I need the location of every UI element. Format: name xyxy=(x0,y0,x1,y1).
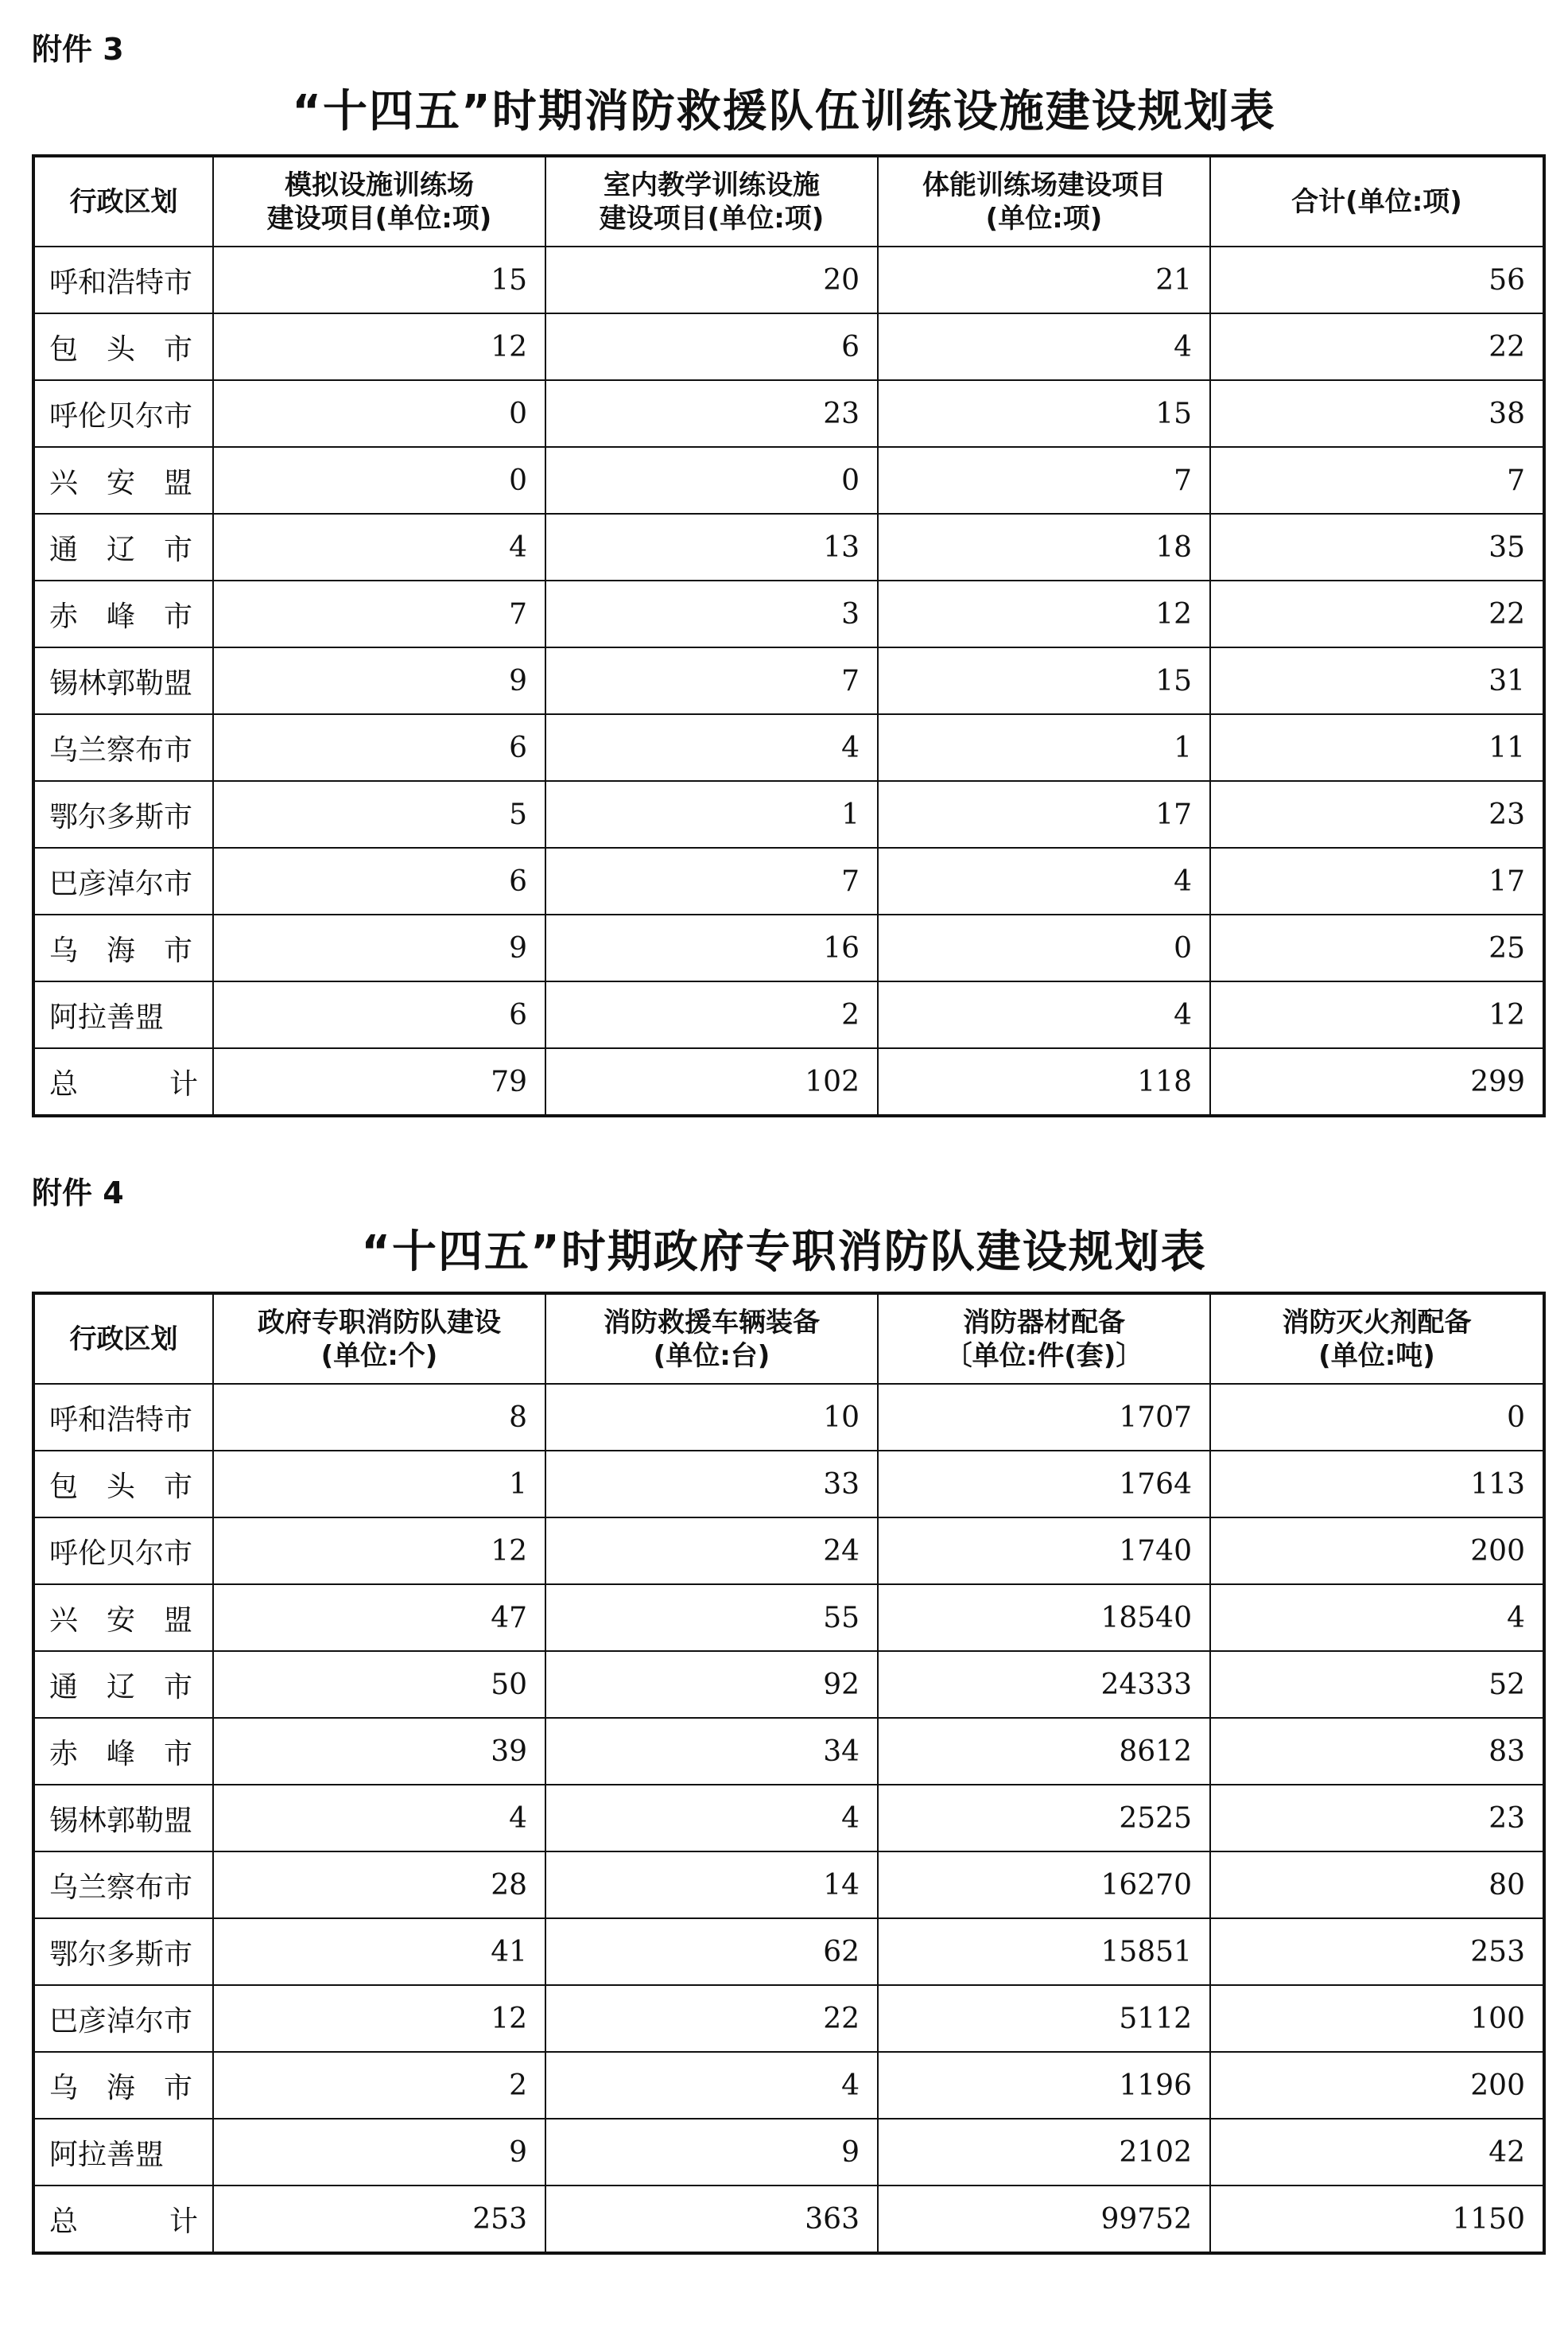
table-row xyxy=(33,514,1544,581)
value-cell: 8 xyxy=(213,1384,545,1451)
value-cell: 17 xyxy=(1210,848,1544,915)
value-cell: 83 xyxy=(1210,1718,1544,1785)
value-cell: 38 xyxy=(1210,380,1544,447)
header-line: 政府专职消防队建设 xyxy=(258,1306,501,1339)
value-cell: 4 xyxy=(878,848,1210,915)
header-line: 体能训练场建设项目 xyxy=(922,169,1166,201)
value-cell: 9 xyxy=(213,915,545,981)
annex-4-title: “十四五”时期政府专职消防队建设规划表 xyxy=(361,1226,1207,1278)
value-cell: 7 xyxy=(545,647,878,714)
value-cell: 0 xyxy=(878,915,1210,981)
region-cell: 阿拉善盟 xyxy=(33,2119,213,2186)
table-row xyxy=(33,1651,1544,1718)
value-cell: 8612 xyxy=(878,1718,1210,1785)
region-cell: 呼和浩特市 xyxy=(33,1384,213,1451)
value-cell: 15851 xyxy=(878,1918,1210,1985)
annex-4-body xyxy=(33,1384,1544,2253)
table-row xyxy=(33,1785,1544,1851)
value-cell: 21 xyxy=(878,247,1210,313)
header-professional-fire-brigades xyxy=(213,1293,545,1384)
value-cell: 1740 xyxy=(878,1517,1210,1584)
value-cell: 33 xyxy=(545,1451,878,1517)
value-cell: 23 xyxy=(545,380,878,447)
value-cell: 79 xyxy=(213,1048,545,1116)
table-row xyxy=(33,447,1544,514)
value-cell: 200 xyxy=(1210,1517,1544,1584)
value-cell: 12 xyxy=(213,1985,545,2052)
annex-4-label: 附件 4 xyxy=(32,1175,124,1210)
table-row xyxy=(33,380,1544,447)
annex-4-table xyxy=(32,1292,1546,2255)
value-cell: 3 xyxy=(545,581,878,647)
region-cell: 鄂尔多斯市 xyxy=(33,781,213,848)
value-cell: 56 xyxy=(1210,247,1544,313)
value-cell: 5 xyxy=(213,781,545,848)
region-cell: 乌 海 市 xyxy=(33,915,213,981)
value-cell: 1 xyxy=(213,1451,545,1517)
value-cell: 22 xyxy=(545,1985,878,2052)
value-cell: 113 xyxy=(1210,1451,1544,1517)
value-cell: 6 xyxy=(213,714,545,781)
table-row xyxy=(33,781,1544,848)
region-cell: 呼伦贝尔市 xyxy=(33,380,213,447)
value-cell: 16 xyxy=(545,915,878,981)
value-cell: 25 xyxy=(1210,915,1544,981)
region-cell: 乌兰察布市 xyxy=(33,714,213,781)
value-cell: 4 xyxy=(545,1785,878,1851)
annex-3-title: “十四五”时期消防救援队伍训练设施建设规划表 xyxy=(292,86,1276,138)
region-cell: 巴彦淖尔市 xyxy=(33,1985,213,2052)
header-line: (单位:个) xyxy=(320,1339,438,1372)
header-line: 消防灭火剂配备 xyxy=(1282,1306,1472,1339)
value-cell: 18540 xyxy=(878,1584,1210,1651)
value-cell: 99752 xyxy=(878,2186,1210,2253)
value-cell: 24 xyxy=(545,1517,878,1584)
value-cell: 9 xyxy=(213,2119,545,2186)
table-row xyxy=(33,848,1544,915)
value-cell: 4 xyxy=(213,1785,545,1851)
value-cell: 12 xyxy=(213,1517,545,1584)
table-row xyxy=(33,1985,1544,2052)
table-row xyxy=(33,2052,1544,2119)
value-cell: 6 xyxy=(213,981,545,1048)
value-cell: 1196 xyxy=(878,2052,1210,2119)
value-cell: 2102 xyxy=(878,2119,1210,2186)
header-line: 建设项目(单位:项) xyxy=(266,202,492,235)
table-row xyxy=(33,714,1544,781)
value-cell: 9 xyxy=(545,2119,878,2186)
header-line: 〔单位:件(套)〕 xyxy=(945,1339,1143,1372)
value-cell: 47 xyxy=(213,1584,545,1651)
table-row xyxy=(33,1584,1544,1651)
value-cell: 22 xyxy=(1210,581,1544,647)
value-cell: 15 xyxy=(878,380,1210,447)
table-row xyxy=(33,1718,1544,1785)
value-cell: 35 xyxy=(1210,514,1544,581)
value-cell: 34 xyxy=(545,1718,878,1785)
annex-3-body xyxy=(33,247,1544,1116)
value-cell: 28 xyxy=(213,1851,545,1918)
value-cell: 13 xyxy=(545,514,878,581)
region-cell: 乌兰察布市 xyxy=(33,1851,213,1918)
value-cell: 12 xyxy=(878,581,1210,647)
value-cell: 12 xyxy=(1210,981,1544,1048)
annex-3-table xyxy=(32,154,1546,1117)
value-cell: 0 xyxy=(213,447,545,514)
header-line: (单位:项) xyxy=(985,202,1103,235)
value-cell: 2525 xyxy=(878,1785,1210,1851)
header-simulation-facility xyxy=(213,156,545,247)
annex-3-label: 附件 3 xyxy=(32,32,124,67)
value-cell: 1764 xyxy=(878,1451,1210,1517)
header-fitness-training-ground xyxy=(878,156,1210,247)
header-line: 模拟设施训练场 xyxy=(285,169,474,201)
header-rescue-vehicles xyxy=(545,1293,878,1384)
header-line: 合计(单位:项) xyxy=(1291,185,1462,218)
value-cell: 4 xyxy=(878,313,1210,380)
table-row xyxy=(33,1918,1544,1985)
value-cell: 100 xyxy=(1210,1985,1544,2052)
value-cell: 2 xyxy=(545,981,878,1048)
table-row xyxy=(33,647,1544,714)
value-cell: 7 xyxy=(213,581,545,647)
header-extinguishing-agent xyxy=(1210,1293,1544,1384)
value-cell: 20 xyxy=(545,247,878,313)
region-cell: 通 辽 市 xyxy=(33,514,213,581)
value-cell: 299 xyxy=(1210,1048,1544,1116)
header-region xyxy=(33,156,213,247)
value-cell: 1 xyxy=(545,781,878,848)
value-cell: 31 xyxy=(1210,647,1544,714)
header-indoor-teaching-facility xyxy=(545,156,878,247)
value-cell: 7 xyxy=(545,848,878,915)
region-cell: 赤 峰 市 xyxy=(33,1718,213,1785)
value-cell: 2 xyxy=(213,2052,545,2119)
header-line: 行政区划 xyxy=(69,1323,178,1355)
header-line: 建设项目(单位:项) xyxy=(599,202,825,235)
header-total-items xyxy=(1210,156,1544,247)
value-cell: 0 xyxy=(545,447,878,514)
region-cell: 赤 峰 市 xyxy=(33,581,213,647)
value-cell: 23 xyxy=(1210,1785,1544,1851)
region-cell: 兴 安 盟 xyxy=(33,447,213,514)
annex-4-header-row xyxy=(33,1293,1544,1384)
value-cell: 1 xyxy=(878,714,1210,781)
value-cell: 253 xyxy=(213,2186,545,2253)
value-cell: 118 xyxy=(878,1048,1210,1116)
value-cell: 18 xyxy=(878,514,1210,581)
table-row xyxy=(33,581,1544,647)
value-cell: 4 xyxy=(1210,1584,1544,1651)
region-cell: 总 计 xyxy=(33,2186,213,2253)
region-cell: 通 辽 市 xyxy=(33,1651,213,1718)
value-cell: 4 xyxy=(878,981,1210,1048)
value-cell: 12 xyxy=(213,313,545,380)
value-cell: 253 xyxy=(1210,1918,1544,1985)
table-row xyxy=(33,981,1544,1048)
region-cell: 兴 安 盟 xyxy=(33,1584,213,1651)
value-cell: 23 xyxy=(1210,781,1544,848)
value-cell: 5112 xyxy=(878,1985,1210,2052)
header-line: (单位:吨) xyxy=(1318,1339,1435,1372)
table-total-row xyxy=(33,1048,1544,1116)
value-cell: 11 xyxy=(1210,714,1544,781)
region-cell: 巴彦淖尔市 xyxy=(33,848,213,915)
value-cell: 17 xyxy=(878,781,1210,848)
table-row xyxy=(33,1451,1544,1517)
value-cell: 6 xyxy=(545,313,878,380)
value-cell: 4 xyxy=(213,514,545,581)
region-cell: 总 计 xyxy=(33,1048,213,1116)
value-cell: 10 xyxy=(545,1384,878,1451)
value-cell: 363 xyxy=(545,2186,878,2253)
value-cell: 39 xyxy=(213,1718,545,1785)
header-line: 室内教学训练设施 xyxy=(604,169,820,201)
value-cell: 42 xyxy=(1210,2119,1544,2186)
header-line: 消防救援车辆装备 xyxy=(604,1306,820,1339)
header-line: 行政区划 xyxy=(69,185,178,218)
value-cell: 9 xyxy=(213,647,545,714)
table-row xyxy=(33,915,1544,981)
value-cell: 7 xyxy=(1210,447,1544,514)
value-cell: 4 xyxy=(545,714,878,781)
value-cell: 50 xyxy=(213,1651,545,1718)
region-cell: 阿拉善盟 xyxy=(33,981,213,1048)
region-cell: 乌 海 市 xyxy=(33,2052,213,2119)
table-row xyxy=(33,1851,1544,1918)
value-cell: 24333 xyxy=(878,1651,1210,1718)
value-cell: 200 xyxy=(1210,2052,1544,2119)
value-cell: 0 xyxy=(1210,1384,1544,1451)
value-cell: 14 xyxy=(545,1851,878,1918)
region-cell: 呼和浩特市 xyxy=(33,247,213,313)
value-cell: 15 xyxy=(213,247,545,313)
region-cell: 包 头 市 xyxy=(33,313,213,380)
value-cell: 4 xyxy=(545,2052,878,2119)
value-cell: 0 xyxy=(213,380,545,447)
table-row xyxy=(33,1384,1544,1451)
header-fire-equipment xyxy=(878,1293,1210,1384)
header-region xyxy=(33,1293,213,1384)
value-cell: 22 xyxy=(1210,313,1544,380)
table-row xyxy=(33,247,1544,313)
header-line: 消防器材配备 xyxy=(963,1306,1125,1339)
value-cell: 80 xyxy=(1210,1851,1544,1918)
value-cell: 55 xyxy=(545,1584,878,1651)
value-cell: 1707 xyxy=(878,1384,1210,1451)
value-cell: 52 xyxy=(1210,1651,1544,1718)
value-cell: 62 xyxy=(545,1918,878,1985)
header-line: (单位:台) xyxy=(653,1339,770,1372)
value-cell: 92 xyxy=(545,1651,878,1718)
table-row xyxy=(33,313,1544,380)
annex-3-header-row xyxy=(33,156,1544,247)
table-row xyxy=(33,2119,1544,2186)
table-row xyxy=(33,1517,1544,1584)
value-cell: 6 xyxy=(213,848,545,915)
table-total-row xyxy=(33,2186,1544,2253)
region-cell: 锡林郭勒盟 xyxy=(33,1785,213,1851)
region-cell: 锡林郭勒盟 xyxy=(33,647,213,714)
region-cell: 呼伦贝尔市 xyxy=(33,1517,213,1584)
value-cell: 15 xyxy=(878,647,1210,714)
value-cell: 41 xyxy=(213,1918,545,1985)
value-cell: 1150 xyxy=(1210,2186,1544,2253)
value-cell: 7 xyxy=(878,447,1210,514)
value-cell: 16270 xyxy=(878,1851,1210,1918)
region-cell: 鄂尔多斯市 xyxy=(33,1918,213,1985)
value-cell: 102 xyxy=(545,1048,878,1116)
region-cell: 包 头 市 xyxy=(33,1451,213,1517)
